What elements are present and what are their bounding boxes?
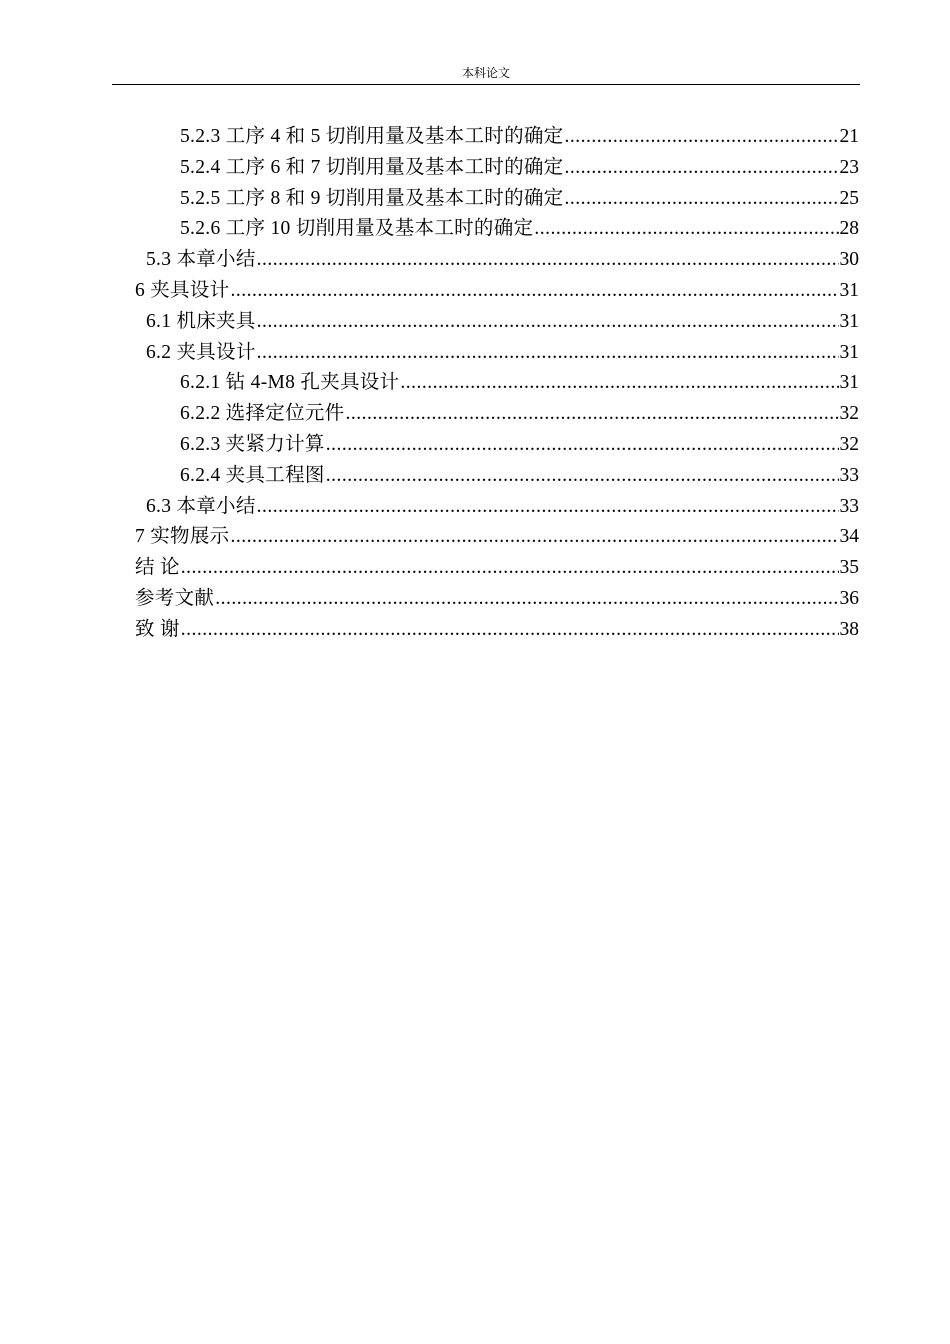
toc-page-number: 30 (839, 249, 859, 271)
toc-page-number: 25 (839, 187, 859, 209)
toc-entry-title: 6.2.3 夹紧力计算 (180, 433, 325, 455)
toc-page-number: 33 (839, 464, 859, 486)
toc-dot-leader (257, 492, 839, 523)
toc-entry-title: 5.3 本章小结 (146, 249, 256, 271)
toc-entry[interactable] (135, 522, 859, 553)
toc-dot-leader (230, 276, 838, 307)
header-title: 本科论文 (461, 66, 510, 80)
table-of-contents (0, 122, 950, 646)
toc-dot-leader (534, 214, 838, 245)
toc-entry[interactable] (180, 368, 859, 399)
toc-page-number: 33 (839, 495, 859, 517)
toc-dot-leader (181, 553, 839, 584)
toc-entry-title: 6 夹具设计 (135, 279, 230, 301)
toc-entry[interactable] (180, 461, 859, 492)
toc-entry[interactable] (146, 307, 859, 338)
toc-entry[interactable] (180, 153, 859, 184)
toc-page-number: 28 (839, 218, 859, 240)
toc-dot-leader (326, 430, 839, 461)
toc-dot-leader (215, 584, 838, 615)
toc-entry-title: 致 谢 (135, 618, 180, 640)
toc-dot-leader (564, 153, 838, 184)
toc-page-number: 34 (839, 526, 859, 548)
toc-page-number: 31 (839, 372, 859, 394)
toc-page-number: 36 (839, 587, 859, 609)
toc-page-number: 31 (839, 310, 859, 332)
toc-page-number: 35 (839, 557, 859, 579)
toc-entry-title: 5.2.5 工序 8 和 9 切削用量及基本工时的确定 (180, 187, 564, 209)
toc-page-number: 21 (839, 126, 859, 147)
toc-dot-leader (564, 122, 838, 153)
toc-entry-title: 6.2.4 夹具工程图 (180, 464, 325, 486)
toc-entry-title: 7 实物展示 (135, 526, 230, 548)
toc-entry[interactable] (180, 430, 859, 461)
toc-page-number: 23 (839, 156, 859, 178)
toc-page-number: 32 (839, 403, 859, 425)
toc-entry[interactable] (180, 214, 859, 245)
toc-entry-title: 6.2.2 选择定位元件 (180, 403, 345, 425)
toc-dot-leader (400, 368, 838, 399)
toc-page-number: 38 (839, 618, 859, 640)
toc-entry[interactable] (180, 399, 859, 430)
toc-dot-leader (257, 338, 839, 369)
toc-entry-title: 结 论 (135, 557, 180, 579)
toc-page-number: 32 (839, 433, 859, 455)
toc-entry-title: 5.2.3 工序 4 和 5 切削用量及基本工时的确定 (180, 126, 564, 147)
toc-dot-leader (345, 399, 838, 430)
toc-entry-title: 参考文献 (135, 587, 215, 609)
toc-entry-title: 6.1 机床夹具 (146, 310, 256, 332)
toc-dot-leader (564, 184, 838, 215)
toc-entry-title: 5.2.4 工序 6 和 7 切削用量及基本工时的确定 (180, 156, 564, 178)
toc-entry-title: 6.2 夹具设计 (146, 341, 256, 363)
toc-entry[interactable] (135, 584, 859, 615)
toc-dot-leader (181, 615, 839, 646)
toc-entry[interactable] (146, 245, 859, 276)
toc-dot-leader (257, 245, 839, 276)
toc-entry-title: 5.2.6 工序 10 切削用量及基本工时的确定 (180, 218, 534, 240)
toc-entry[interactable] (146, 492, 859, 523)
toc-entry-title: 6.2.1 钻 4-M8 孔夹具设计 (180, 372, 400, 394)
toc-entry-title: 6.3 本章小结 (146, 495, 256, 517)
toc-entry[interactable] (135, 553, 859, 584)
page-header (112, 66, 860, 85)
toc-page-number: 31 (839, 341, 859, 363)
toc-dot-leader (326, 461, 839, 492)
toc-dot-leader (230, 522, 838, 553)
toc-entry[interactable] (135, 276, 859, 307)
toc-entry[interactable] (180, 184, 859, 215)
toc-page-number: 31 (839, 279, 859, 301)
toc-entry[interactable] (180, 122, 859, 153)
toc-entry[interactable] (135, 615, 859, 646)
toc-entry[interactable] (146, 338, 859, 369)
toc-dot-leader (257, 307, 839, 338)
